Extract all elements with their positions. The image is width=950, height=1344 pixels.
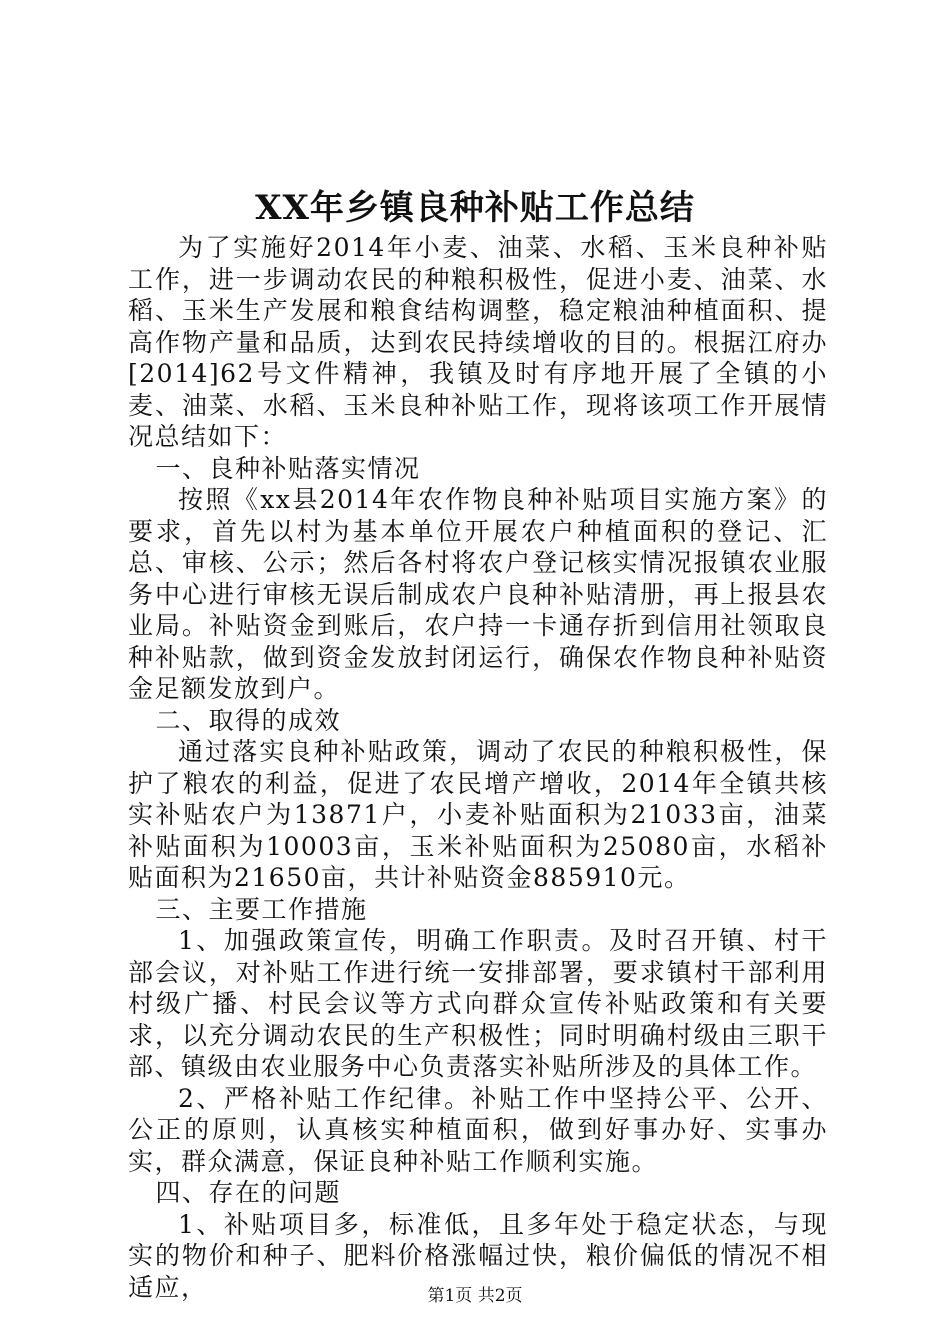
section-4-item-1: 1、补贴项目多，标准低，且多年处于稳定状态，与现实的物价和种子、肥料价格涨幅过快，粮价偏低的情况不相适应， [128,1209,828,1302]
section-heading-1: 一、良种补贴落实情况 [155,453,421,483]
section-heading-2: 二、取得的成效 [155,705,342,735]
intro-paragraph: 为了实施好2014年小麦、油菜、水稻、玉米良种补贴工作，进一步调动农民的种粮积极性，促进小麦、油菜、水稻、玉米生产发展和粮食结构调整，稳定粮油种植面积、提高作物产量和品质，达到农民持续增收的目的。根据江府办[2014]62号文件精神，我镇及时有序地开展了全镇的小麦、油菜、水稻、玉米良种补贴工作，现将该项工作开展情况总结如下： [128,233,828,451]
section-3-item-2: 2、严格补贴工作纪律。补贴工作中坚持公平、公开、公正的原则，认真核实种植面积，做到好事办好、实事办实，群众满意，保证良种补贴工作顺利实施。 [128,1083,828,1176]
section-heading-3: 三、主要工作措施 [155,894,368,924]
section-3-item-1: 1、加强政策宣传，明确工作职责。及时召开镇、村干部会议，对补贴工作进行统一安排部署，要求镇村干部利用村级广播、村民会议等方式向群众宣传补贴政策和有关要求，以充分调动农民的生产积极性；同时明确村级由三职干部、镇级由农业服务中心负责落实补贴所涉及的具体工作。 [128,926,828,1081]
section-heading-4: 四、存在的问题 [155,1178,342,1207]
section-1-paragraph: 按照《xx县2014年农作物良种补贴项目实施方案》的要求，首先以村为基本单位开展农户种植面积的登记、汇总、审核、公示；然后各村将农户登记核实情况报镇农业服务中心进行审核无误后制成农户良种补贴清册，再上报县农业局。补贴资金到账后，农户持一卡通存折到信用社领取良种补贴款，做到资金发放封闭运行，确保农作物良种补贴资金足额发放到户。 [128,485,828,703]
document-body [128,232,828,1303]
document-title: XX年乡镇良种补贴工作总结 [255,188,695,228]
section-2-paragraph: 通过落实良种补贴政策，调动了农民的种粮积极性，保护了粮农的利益，促进了农民增产增收，2014年全镇共核实补贴农户为13871户，小麦补贴面积为21033亩，油菜补贴面积为10003亩，玉米补贴面积为25080亩，水稻补贴面积为21650亩，共计补贴资金885910元。 [128,737,828,892]
page-footer: 第1页 共2页 [427,1286,523,1306]
